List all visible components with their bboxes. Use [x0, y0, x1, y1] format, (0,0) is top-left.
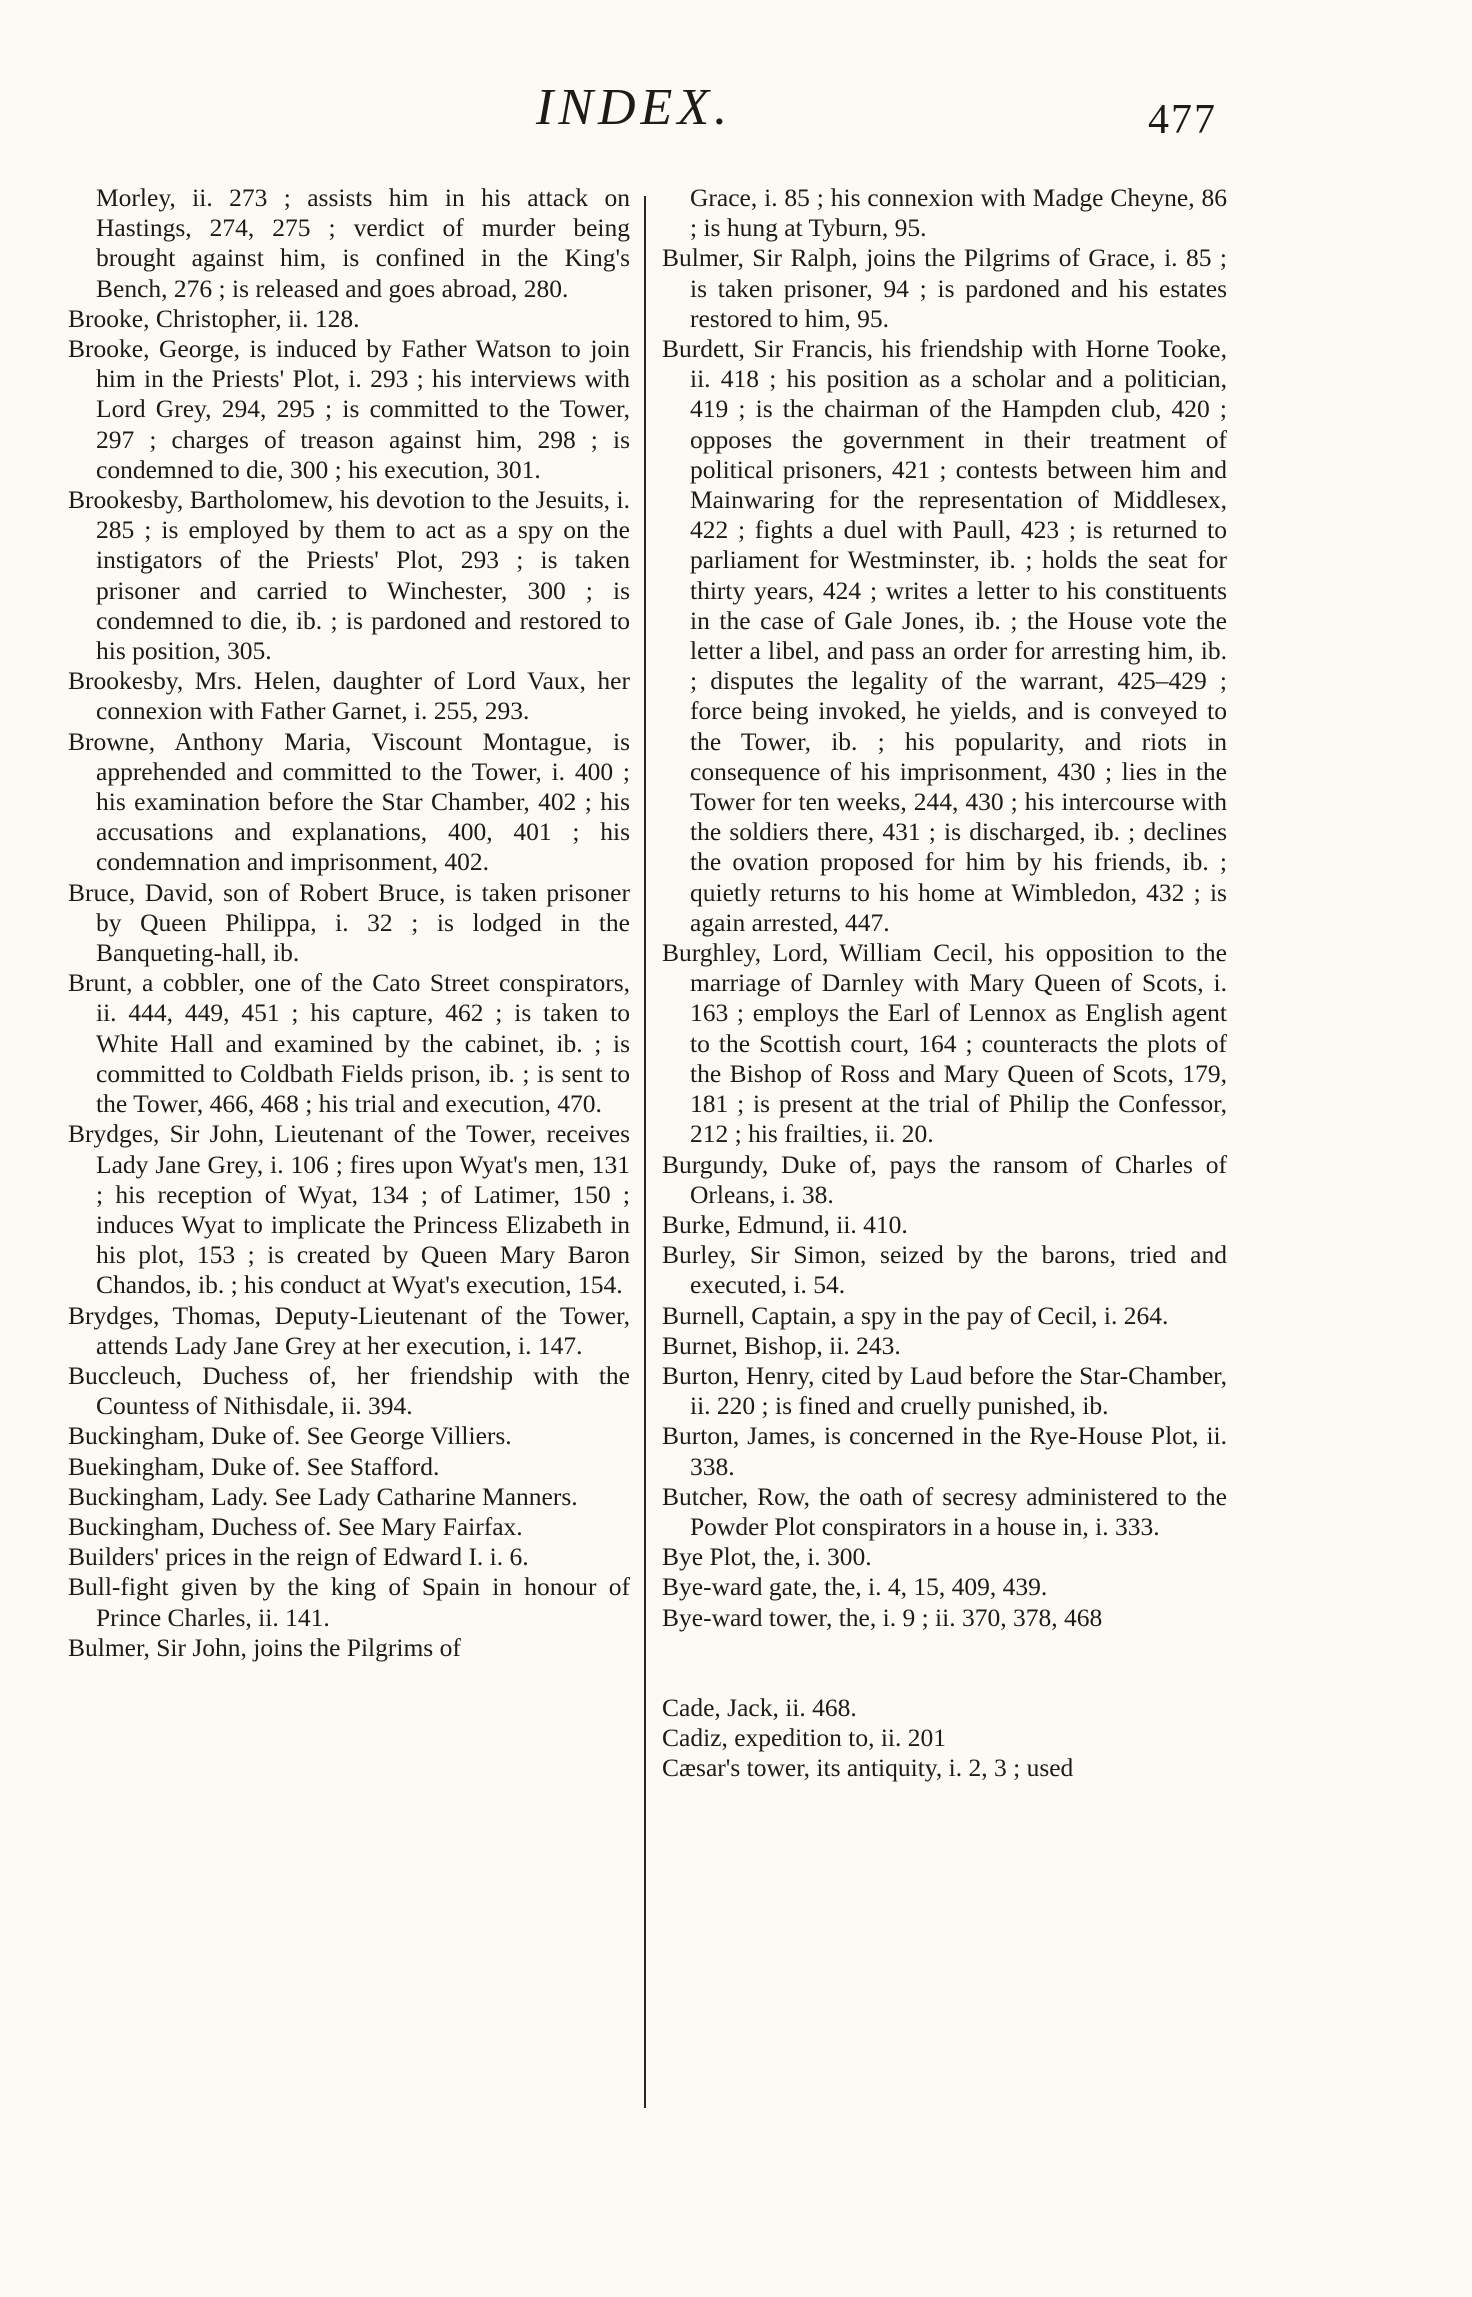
index-entry: Buckingham, Duke of. See George Villiers. [68, 1421, 512, 1451]
page-header [0, 78, 1472, 148]
index-entry: Buckingham, Duchess of. See Mary Fairfax. [68, 1511, 523, 1541]
index-entry: Browne, Anthony Maria, Viscount Montague, is apprehended and committed to the Tower, i. 400 ; his examination before the Star Chamber, 402 ; his accusations and explanations, 400, 401 ; his condemnation and imprisonment, 402. [68, 726, 630, 877]
index-entry: Burgundy, Duke of, pays the ransom of Charles of Orleans, i. 38. [662, 1149, 1227, 1209]
index-entry-continued: Grace, i. 85 ; his connexion with Madge Cheyne, 86 ; is hung at Tyburn, 95. [690, 183, 1227, 243]
page-number: 477 [1148, 97, 1217, 143]
index-entry: Butcher, Row, the oath of secresy administered to the Powder Plot conspirators in a house in, i. 333. [662, 1481, 1227, 1541]
index-entry: Cæsar's tower, its antiquity, i. 2, 3 ; used [662, 1753, 1074, 1783]
index-entry: Brooke, Christopher, ii. 128. [68, 303, 360, 333]
index-entry: Burnell, Captain, a spy in the pay of Cecil, i. 264. [662, 1300, 1169, 1330]
index-entry: Bye-ward gate, the, i. 4, 15, 409, 439. [662, 1572, 1048, 1602]
index-entry: Burnet, Bishop, ii. 243. [662, 1330, 901, 1360]
index-entry: Burley, Sir Simon, seized by the barons, tried and executed, i. 54. [662, 1240, 1227, 1300]
index-entry: Builders' prices in the reign of Edward I. i. 6. [68, 1542, 529, 1572]
index-entry: Buckingham, Lady. See Lady Catharine Manners. [68, 1481, 578, 1511]
index-entry: Buccleuch, Duchess of, her friendship with the Countess of Nithisdale, ii. 394. [68, 1360, 630, 1421]
index-entry: Brunt, a cobbler, one of the Cato Street conspirators, ii. 444, 449, 451 ; his capture, 462 ; is taken to White Hall and examined by the cabinet, ib. ; is committed to Coldbath Fields prison, ib. ; is sent to the Tower, 466, 468 ; his trial and execution, 470. [68, 968, 630, 1119]
page-title: INDEX. [536, 79, 733, 136]
index-entry: Burke, Edmund, ii. 410. [662, 1209, 908, 1239]
index-entry: Bulmer, Sir Ralph, joins the Pilgrims of Grace, i. 85 ; is taken prisoner, 94 ; is pardoned and his estates restored to him, 95. [662, 243, 1227, 333]
index-entry: Burton, Henry, cited by Laud before the Star-Chamber, ii. 220 ; is fined and cruelly punished, ib. [662, 1360, 1227, 1421]
index-entry: Brydges, Thomas, Deputy-Lieutenant of the Tower, attends Lady Jane Grey at her execution, i. 147. [68, 1300, 630, 1360]
index-entry: Buekingham, Duke of. See Stafford. [68, 1451, 440, 1481]
index-entry: Cadiz, expedition to, ii. 201 [662, 1722, 946, 1752]
index-entry: Bull-fight given by the king of Spain in honour of Prince Charles, ii. 141. [68, 1572, 630, 1632]
index-entry: Brydges, Sir John, Lieutenant of the Tower, receives Lady Jane Grey, i. 106 ; fires upon Wyat's men, 131 ; his reception of Wyat, 134 ; of Latimer, 150 ; induces Wyat to implicate the Princess Elizabeth in his plot, 153 ; is created by Queen Mary Baron Chandos, ib. ; his conduct at Wyat's execution, 154. [68, 1119, 630, 1300]
index-entry-continued: Morley, ii. 273 ; assists him in his attack on Hastings, 274, 275 ; verdict of murder being brought against him, is confined in the King's Bench, 276 ; is released and goes abroad, 280. [96, 183, 630, 303]
index-entry: Burdett, Sir Francis, his friendship with Horne Tooke, ii. 418 ; his position as a scholar and a politician, 419 ; is the chairman of the Hampden club, 420 ; opposes the government in their treatment of political prisoners, 421 ; contests between him and Mainwaring for the representation of Middlesex, 422 ; fights a duel with Paull, 423 ; is returned to parliament for Westminster, ib. ; holds the seat for thirty years, 424 ; writes a letter to his constituents in the case of Gale Jones, ib. ; the House vote the letter a libel, and pass an order for arresting him, ib. ; disputes the legality of the warrant, 425–429 ; force being invoked, he yields, and is conveyed to the Tower, ib. ; his popularity, and riots in consequence of his imprisonment, 430 ; lies in the Tower for ten weeks, 244, 430 ; his intercourse with the soldiers there, 431 ; is discharged, ib. ; declines the ovation proposed for him by his friends, ib. ; quietly returns to his home at Wimbledon, 432 ; is again arrested, 447. [662, 334, 1227, 937]
index-entry: Burton, James, is concerned in the Rye-House Plot, ii. 338. [662, 1421, 1227, 1481]
index-entry: Brookesby, Mrs. Helen, daughter of Lord Vaux, her connexion with Father Garnet, i. 255, 293. [68, 666, 630, 726]
index-column-right [662, 183, 1227, 1783]
index-entry: Burghley, Lord, William Cecil, his opposition to the marriage of Darnley with Mary Queen of Scots, i. 163 ; employs the Earl of Lennox as English agent to the Scottish court, 164 ; counteracts the plots of the Bishop of Ross and Mary Queen of Scots, 179, 181 ; is present at the trial of Philip the Confessor, 212 ; his frailties, ii. 20. [662, 938, 1227, 1149]
index-entry: Bulmer, Sir John, joins the Pilgrims of [68, 1632, 461, 1662]
index-entry: Bruce, David, son of Robert Bruce, is taken prisoner by Queen Philippa, i. 32 ; is lodged in the Banqueting-hall, ib. [68, 877, 630, 968]
index-entry: Brooke, George, is induced by Father Watson to join him in the Priests' Plot, i. 293 ; his interviews with Lord Grey, 294, 295 ; is committed to the Tower, 297 ; charges of treason against him, 298 ; is condemned to die, 300 ; his execution, 301. [68, 334, 630, 484]
section-gap [662, 1633, 1227, 1693]
column-divider [644, 196, 646, 2108]
index-entry: Cade, Jack, ii. 468. [662, 1692, 857, 1722]
index-entry: Brookesby, Bartholomew, his devotion to the Jesuits, i. 285 ; is employed by them to act as a spy on the instigators of the Priests' Plot, 293 ; is taken prisoner and carried to Winchester, 300 ; is condemned to die, ib. ; is pardoned and restored to his position, 305. [68, 485, 630, 666]
index-column-left [68, 183, 630, 1663]
index-entry: Bye Plot, the, i. 300. [662, 1542, 872, 1572]
index-entry: Bye-ward tower, the, i. 9 ; ii. 370, 378, 468 [662, 1602, 1103, 1632]
